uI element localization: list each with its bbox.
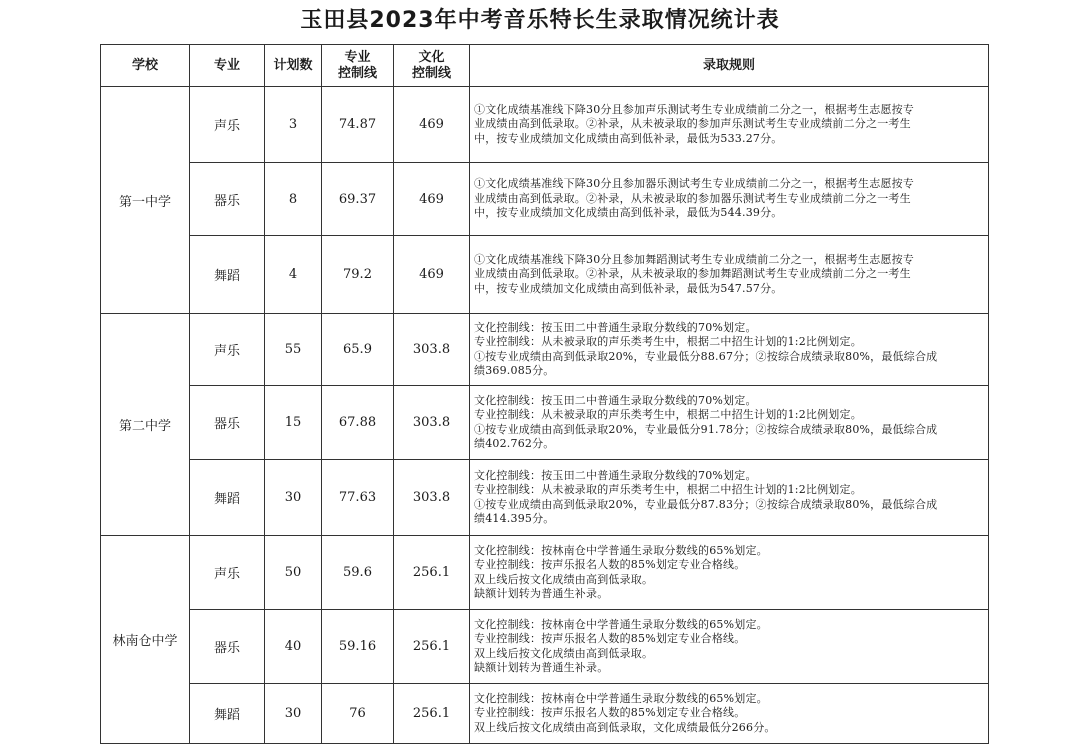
major-cell: 声乐 — [190, 536, 265, 610]
rule-line: 双上线后按文化成绩由高到低录取。 — [474, 572, 654, 586]
admission-rules-cell — [470, 536, 989, 610]
plan-count-cell: 15 — [265, 386, 322, 460]
major-cell: 舞蹈 — [190, 236, 265, 314]
rule-line: 业成绩由高到低录取。②补录，从未被录取的参加舞蹈测试考生专业成绩前二分之一考生 — [474, 267, 911, 281]
rule-line: 缺额计划转为普通生补录。 — [474, 587, 609, 600]
rule-line: ①按专业成绩由高到低录取20%，专业最低分91.78分；②按综合成绩录取80%，最低综合成 — [474, 422, 938, 436]
major-cell: 舞蹈 — [190, 684, 265, 744]
rule-line: 业成绩由高到低录取。②补录，从未被录取的参加声乐测试考生专业成绩前二分之一考生 — [474, 117, 911, 131]
table-row — [101, 684, 989, 744]
plan-count-cell: 8 — [265, 163, 322, 236]
header-rules: 录取规则 — [470, 45, 989, 87]
table-row — [101, 610, 989, 684]
plan-count-cell: 40 — [265, 610, 322, 684]
rule-line: 双上线后按文化成绩由高到低录取，文化成绩最低分266分。 — [474, 720, 776, 734]
professional-line-cell: 79.2 — [322, 236, 394, 314]
rule-line: 绩402.762分。 — [474, 437, 555, 450]
admission-rules-cell — [470, 163, 989, 236]
rule-line: 文化控制线：按玉田二中普通生录取分数线的70%划定。 — [474, 468, 757, 482]
header-row — [101, 45, 989, 87]
culture-line-cell: 303.8 — [394, 314, 470, 386]
rule-line: 专业控制线：从未被录取的声乐类考生中，根据二中招生计划的1:2比例划定。 — [474, 408, 862, 421]
plan-count-cell: 3 — [265, 87, 322, 163]
culture-line-cell: 256.1 — [394, 610, 470, 684]
rule-line: 专业控制线：按声乐报名人数的85%划定专业合格线。 — [474, 558, 746, 571]
header-culture-line-1: 文化 — [418, 49, 445, 65]
culture-line-cell: 469 — [394, 87, 470, 163]
header-prof-line-1: 专业 — [344, 49, 371, 65]
school-name-cell: 林南仓中学 — [101, 536, 190, 744]
table-row — [101, 87, 989, 163]
rule-line: 文化控制线：按林南仓中学普通生录取分数线的65%划定。 — [474, 543, 768, 557]
professional-line-cell: 69.37 — [322, 163, 394, 236]
rule-line: 中，按专业成绩加文化成绩由高到低补录，最低为547.57分。 — [474, 281, 783, 295]
table-row — [101, 163, 989, 236]
header-culture-line — [394, 45, 470, 87]
rule-line: 绩414.395分。 — [474, 512, 555, 525]
rule-line: 中，按专业成绩加文化成绩由高到低补录，最低为544.39分。 — [474, 206, 783, 220]
plan-count-cell: 4 — [265, 236, 322, 314]
plan-count-cell: 55 — [265, 314, 322, 386]
culture-line-cell: 303.8 — [394, 386, 470, 460]
table-row — [101, 236, 989, 314]
rule-line: 专业控制线：按声乐报名人数的85%划定专业合格线。 — [474, 632, 746, 645]
rule-line: 专业控制线：从未被录取的声乐类考生中，根据二中招生计划的1:2比例划定。 — [474, 483, 862, 496]
header-school: 学校 — [101, 45, 190, 87]
rule-line: ①按专业成绩由高到低录取20%，专业最低分88.67分；②按综合成绩录取80%，最低综合成 — [474, 349, 938, 363]
table-row — [101, 314, 989, 386]
school-name-cell: 第一中学 — [101, 87, 190, 314]
major-cell: 舞蹈 — [190, 460, 265, 536]
header-major: 专业 — [190, 45, 265, 87]
admission-rules-cell — [470, 684, 989, 744]
rule-line: 文化控制线：按玉田二中普通生录取分数线的70%划定。 — [474, 320, 757, 334]
plan-count-cell: 30 — [265, 460, 322, 536]
admission-rules-cell — [470, 87, 989, 163]
table-body — [101, 87, 989, 744]
major-cell: 器乐 — [190, 610, 265, 684]
professional-line-cell: 77.63 — [322, 460, 394, 536]
plan-count-cell: 30 — [265, 684, 322, 744]
professional-line-cell: 65.9 — [322, 314, 394, 386]
header-prof-line — [322, 45, 394, 87]
table-row — [101, 460, 989, 536]
professional-line-cell: 76 — [322, 684, 394, 744]
rule-line: 专业控制线：从未被录取的声乐类考生中，根据二中招生计划的1:2比例划定。 — [474, 335, 862, 348]
culture-line-cell: 303.8 — [394, 460, 470, 536]
culture-line-cell: 469 — [394, 236, 470, 314]
rule-line: 中，按专业成绩加文化成绩由高到低补录，最低为533.27分。 — [474, 131, 783, 145]
culture-line-cell: 256.1 — [394, 684, 470, 744]
plan-count-cell: 50 — [265, 536, 322, 610]
admission-rules-cell — [470, 386, 989, 460]
major-cell: 声乐 — [190, 314, 265, 386]
rule-line: 文化控制线：按林南仓中学普通生录取分数线的65%划定。 — [474, 617, 768, 631]
rule-line: ①按专业成绩由高到低录取20%，专业最低分87.83分；②按综合成绩录取80%，最低综合成 — [474, 497, 938, 511]
table-row — [101, 386, 989, 460]
rule-line: ①文化成绩基准线下降30分且参加舞蹈测试考生专业成绩前二分之一，根据考生志愿按专 — [474, 252, 914, 266]
school-name-cell: 第二中学 — [101, 314, 190, 536]
rule-line: 专业控制线：按声乐报名人数的85%划定专业合格线。 — [474, 706, 746, 720]
rule-line: 缺额计划转为普通生补录。 — [474, 661, 609, 674]
rule-line: 双上线后按文化成绩由高到低录取。 — [474, 646, 654, 660]
admission-rules-cell — [470, 314, 989, 386]
admission-rules-cell — [470, 610, 989, 684]
rule-line: 文化控制线：按玉田二中普通生录取分数线的70%划定。 — [474, 393, 757, 407]
professional-line-cell: 67.88 — [322, 386, 394, 460]
admission-table — [100, 44, 989, 744]
professional-line-cell: 59.16 — [322, 610, 394, 684]
major-cell: 器乐 — [190, 386, 265, 460]
document-title: 玉田县2023年中考音乐特长生录取情况统计表 — [300, 8, 780, 33]
professional-line-cell: 74.87 — [322, 87, 394, 163]
header-prof-line-2: 控制线 — [337, 65, 377, 81]
culture-line-cell: 256.1 — [394, 536, 470, 610]
header-culture-line-2: 控制线 — [411, 65, 451, 81]
table-row — [101, 536, 989, 610]
professional-line-cell: 59.6 — [322, 536, 394, 610]
header-plan — [265, 45, 322, 87]
header-plan-line: 计划数 — [273, 57, 313, 73]
admission-rules-cell — [470, 460, 989, 536]
major-cell: 器乐 — [190, 163, 265, 236]
rule-line: 绩369.085分。 — [474, 364, 555, 377]
major-cell: 声乐 — [190, 87, 265, 163]
admission-rules-cell — [470, 236, 989, 314]
rule-line: 业成绩由高到低录取。②补录，从未被录取的参加器乐测试考生专业成绩前二分之一考生 — [474, 191, 911, 205]
rule-line: ①文化成绩基准线下降30分且参加器乐测试考生专业成绩前二分之一，根据考生志愿按专 — [474, 177, 914, 191]
rule-line: ①文化成绩基准线下降30分且参加声乐测试考生专业成绩前二分之一，根据考生志愿按专 — [474, 102, 914, 116]
culture-line-cell: 469 — [394, 163, 470, 236]
rule-line: 文化控制线：按林南仓中学普通生录取分数线的65%划定。 — [474, 691, 768, 705]
